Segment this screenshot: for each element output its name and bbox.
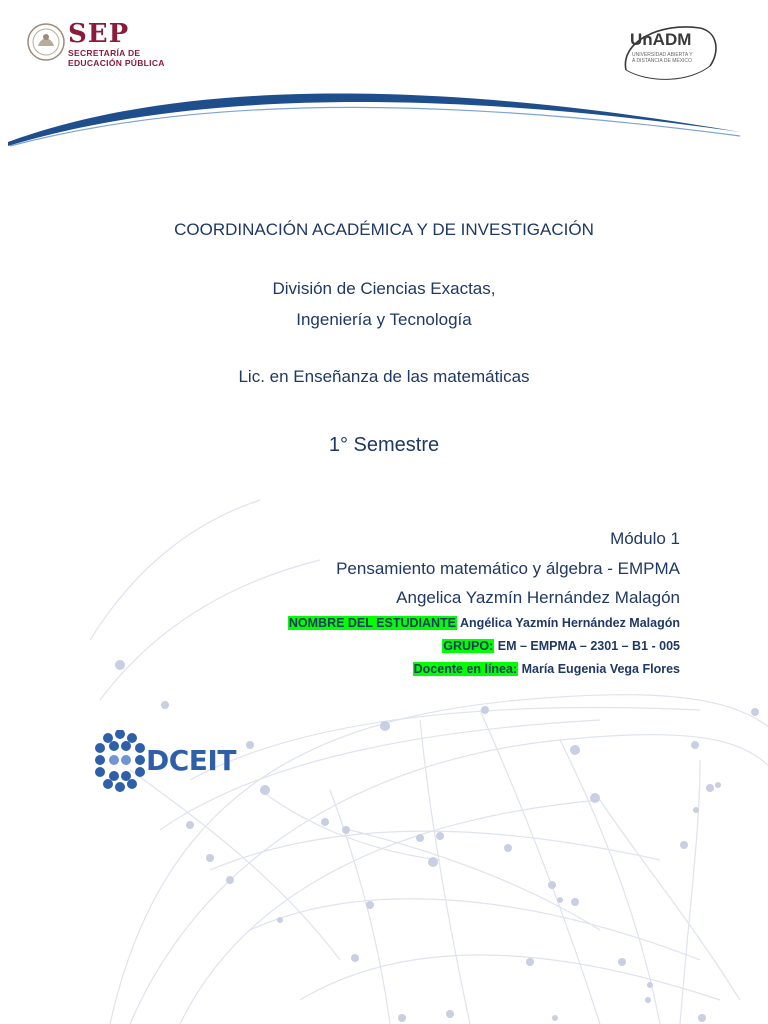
dceit-logo-text: DCEIT <box>146 744 236 777</box>
teacher-value: María Eugenia Vega Flores <box>518 662 680 676</box>
unadm-subtitle-line2: A DISTANCIA DE MÉXICO <box>632 58 692 64</box>
seal-icon <box>26 22 66 62</box>
student-info-row <box>288 616 680 630</box>
student-label: NOMBRE DEL ESTUDIANTE <box>288 616 457 630</box>
semester: 1° Semestre <box>328 434 440 456</box>
unadm-logo <box>620 22 720 84</box>
student-name: Angelica Yazmín Hernández Malagón <box>396 588 680 607</box>
group-label: GRUPO: <box>443 639 494 653</box>
division-line1: División de Ciencias Exactas, <box>272 279 496 298</box>
group-value: EM – EMPMA – 2301 – B1 - 005 <box>494 639 680 653</box>
module-label: Módulo 1 <box>610 529 680 548</box>
group-info-row <box>442 639 680 653</box>
sep-logo-text: SEP <box>68 19 130 49</box>
student-value: Angélica Yazmín Hernández Malagón <box>457 616 680 630</box>
dceit-logo <box>92 730 236 792</box>
degree-name: Lic. en Enseñanza de las matemáticas <box>238 367 530 386</box>
unadm-logo-text: UnADM <box>630 30 692 49</box>
division-line2: Ingeniería y Tecnología <box>296 310 472 329</box>
sep-logo-subtitle <box>68 48 178 68</box>
unadm-subtitle-line1: UNIVERSIDAD ABIERTA Y <box>632 52 693 58</box>
sep-logo <box>26 20 176 68</box>
teacher-info-row <box>413 662 680 676</box>
unadm-logo-subtitle <box>632 52 710 64</box>
sep-subtitle-line2: EDUCACIÓN PÚBLICA <box>68 58 165 68</box>
course-name: Pensamiento matemático y álgebra - EMPMA <box>336 559 680 578</box>
cube-icon <box>92 730 148 792</box>
coordination-heading: COORDINACIÓN ACADÉMICA Y DE INVESTIGACIÓN <box>174 220 594 239</box>
teacher-label: Docente en línea: <box>413 662 518 676</box>
sep-subtitle-line1: SECRETARÍA DE <box>68 48 141 58</box>
